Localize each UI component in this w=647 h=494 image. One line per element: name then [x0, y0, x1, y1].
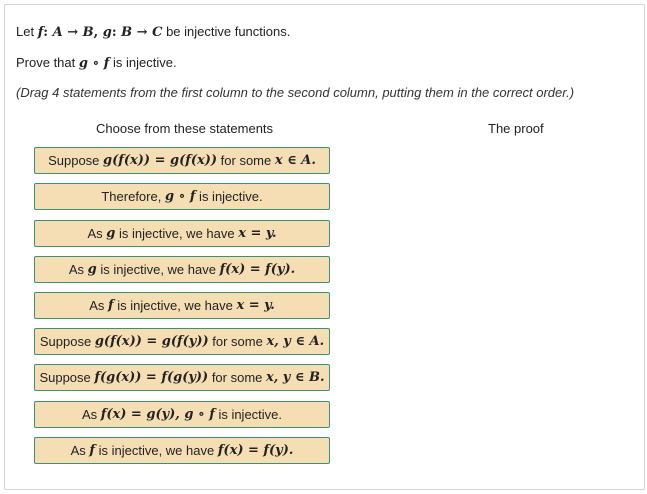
statement-card[interactable]: [34, 183, 330, 210]
statement-math: f(g(x)) = f(g(y)): [94, 370, 209, 385]
math: g: [78, 56, 88, 71]
statement-text: As: [87, 226, 107, 241]
statement-text: As: [70, 443, 90, 458]
statement-text: for some: [208, 370, 266, 385]
statement-text: As: [81, 407, 101, 422]
statement-text: is injective, we have: [94, 443, 218, 458]
statement-math: f: [108, 298, 114, 313]
statement-math: g ∘ f: [164, 189, 196, 204]
statement-math: x, y ∈ A.: [266, 334, 325, 349]
statement-card[interactable]: [34, 147, 330, 174]
math: C: [152, 25, 163, 40]
statement-text: for some: [208, 334, 267, 349]
statement-text: is injective, we have: [96, 262, 220, 277]
problem-statement: [16, 24, 290, 40]
source-column-heading: Choose from these statements: [96, 121, 274, 136]
math: :: [43, 25, 53, 40]
statement-math: g(f(x)) = g(f(x)): [103, 153, 218, 168]
statement-text: is injective, we have: [115, 226, 239, 241]
statement-math: g: [87, 262, 97, 277]
statement-text: is injective.: [214, 407, 283, 422]
statement-text: is injective.: [195, 189, 263, 204]
statement-text: Therefore,: [101, 189, 165, 204]
math: →: [132, 25, 153, 40]
math: :: [111, 25, 122, 40]
math: ∘: [87, 56, 104, 71]
statement-math: x ∈ A.: [274, 153, 316, 168]
math: →: [62, 25, 83, 40]
math: g: [102, 25, 112, 40]
statement-card[interactable]: [34, 437, 330, 464]
statement-card[interactable]: [34, 401, 330, 428]
math: B: [82, 25, 94, 40]
statement-math: f(x) = g(y), g ∘ f: [100, 407, 215, 422]
statement-text: As: [68, 262, 88, 277]
math: f: [37, 25, 44, 40]
statement-math: f(x) = f(y).: [217, 443, 294, 458]
question-panel: [4, 4, 645, 490]
statement-text: Suppose: [48, 153, 104, 168]
math: A: [52, 25, 63, 40]
text: Prove that: [16, 55, 79, 70]
target-column-heading: The proof: [488, 121, 544, 136]
math: ,: [93, 25, 103, 40]
statement-text: is injective, we have: [113, 298, 237, 313]
statement-card[interactable]: [34, 292, 330, 319]
statement-text: As: [89, 298, 109, 313]
statement-card[interactable]: [34, 328, 330, 355]
statement-math: f: [89, 443, 95, 458]
statement-math: f(x) = f(y).: [219, 262, 296, 277]
statement-card[interactable]: [34, 364, 330, 391]
text: Let: [16, 24, 38, 39]
math: f: [103, 56, 110, 71]
statement-text: for some: [217, 153, 275, 168]
text: be injective functions.: [162, 24, 291, 39]
statement-math: x, y ∈ B.: [266, 370, 325, 385]
statement-card[interactable]: [34, 220, 330, 247]
statement-math: x = y.: [236, 298, 275, 313]
statement-math: g(f(x)) = g(f(y)): [94, 334, 209, 349]
statement-math: g: [106, 226, 116, 241]
instruction-text: (Drag 4 statements from the first column to the second column, putting them in the correct order.): [16, 85, 575, 100]
math: B: [121, 25, 133, 40]
prove-statement: [16, 55, 177, 71]
proof-drop-zone[interactable]: [361, 145, 631, 475]
statement-text: Suppose: [39, 370, 95, 385]
statement-text: Suppose: [39, 334, 95, 349]
statement-math: x = y.: [238, 226, 277, 241]
text: is injective.: [109, 55, 177, 70]
statement-card[interactable]: [34, 256, 330, 283]
